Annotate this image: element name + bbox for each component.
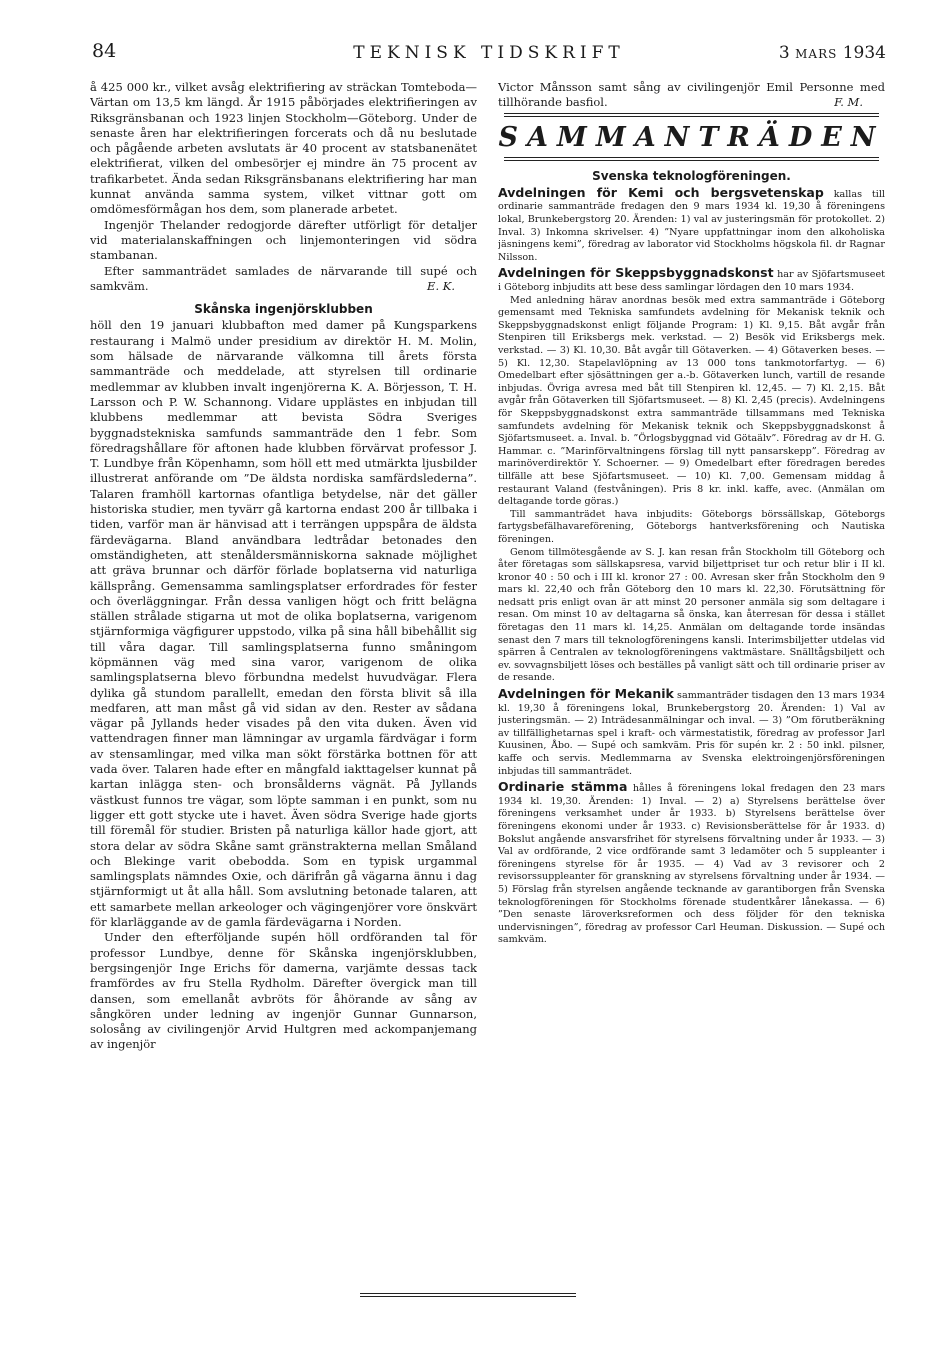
right-column [498, 80, 885, 1250]
running-header [92, 40, 886, 68]
signature: F. M. [834, 95, 863, 110]
paragraph: Med anledning härav anordnas besök med extra sammanträde i Göteborg gemensamt med Tekniska samfundets avdelning för Mekanisk teknik och Skeppsbyggnadskonst enligt följande Program: 1) Kl. 9,15. Båt avgår från Stenpiren till Eriksbergs mek. verkstad. — 2) Besök vid Eriksbergs mek. verkstad. — 3) Kl. 10,30. Båt avgår till Götaverken. — 4) Götaverken beses. — 5) Kl. 12,30. Stapelavlöpning av 13 000 tons tankmotorfartyg. — 6) Omedelbart efter sjösättningen ger a.-b. Götaverken lunch, vartill de resande inbjudas. Övriga avresa med båt till Stenpiren kl. 12,45. — 7) Kl. 2,15. Båt avgår från Götaverken till Sjöfartsmuseet. — 8) Kl. 2,45 (precis). Avdelningens för Skeppsbyggnadskonst extra sammanträde tillsammans med Tekniska samfundets avdelning för Mekanisk teknik och Skeppsbyggnadskonst å Sjöfartsmuseet. a. Inval. b. ”Örlogsbyggnad vid Götaälv”. Föredrag av dr H. G. Hammar. c. ”Marinförvaltningens förslag till nytt pansarskepp”. Föredrag av marinöverdirektör Y. Schoerner. — 9) Omedelbart efter föredragen beredes tillfälle att bese Sjöfartsmuseet. — 10) Kl. 7,00. Gemensam middag å restaurant Valand (festvåningen). Pris 8 kr. inkl. kaffe, avec. (Anmälan om deltagande torde göras.) [498, 294, 885, 508]
paragraph: Ingenjör Thelander redogjorde därefter utförligt för detaljer vid materialanskaffningen och linjemonteringen vid södra stambanan. [90, 217, 477, 263]
paragraph: Under den efterföljande supén höll ordföranden tal för professor Lundbye, denne för Skånska ingenjörsklubben, bergsingenjör Inge Erichs för damerna, varjämte dessas tack framfördes av fru Stella Rydholm. Därefter övergick man till dansen, som emellanåt avbröts för åhörande av sång av sångkören under ledning av ingenjör Gunnar Gunnarson, solosång av civilingenjör Arvid Hultgren med ackompanjemang av ingenjör [90, 930, 477, 1052]
notice-mekanik: Avdelningen för Mekanik sammanträder tisdagen den 13 mars 1934 kl. 19,30 å föreningens lokal, Brunkebergstorg 20. Ärenden: 1) Val av justeringsmän. — 2) Inträdesanmälningar och inval. — 3) ”Om förutberäkning av tillfällighetarnas spel i kraft- och värmestatistik, föredrag av professor Jarl Kuusinen, Åbo. — Supé och samkväm. Pris för supén kr. 2 : 50 inkl. pilsner, kaffe och servis. Medlemmarna av Svenska elektroingenjörsföreningen inbjudas till sammanträdet. [498, 686, 885, 777]
issue-date: 3 MARS 1934 [778, 43, 886, 63]
notice-stamma: Ordinarie stämma hålles å föreningens lokal fredagen den 23 mars 1934 kl. 19,30. Ärenden: 1) Inval. — 2) a) Styrelsens berättelse över föreningens verksamhet under år 1933. b) Styrelsens berättelse över föreningens ekonomi under år 1933. c) Revisionsberättelse för år 1933. d) Bokslut angående ansvarsfrihet för styrelsens förvaltning under år 1933. — 3) Val av ordförande, 2 vice ordförande samt 3 ledamöter och 5 suppleanter i föreningens styrelse för år 1935. — 4) Vad av 3 revisorer och 2 revisorssuppleanter för granskning av styrelsens förvaltning under år 1934. — 5) Förslag från styrelsen angående tecknande av garantiborgen från Svenska teknologföreningen för Stockholms förenade studentkårer lånekassa. — 6) ”Den senaste läroverksreformen och dess följder för den tekniska undervisningen”, föredrag av professor Carl Heuman. Diskussion. — Supé och samkväm. [498, 779, 885, 946]
org-heading: Svenska teknologföreningen. [592, 168, 791, 183]
notice-skeppsbyggnad: Avdelningen för Skeppsbyggnadskonst har av Sjöfartsmuseet i Göteborg inbjudits att bese dess samlingar lördagen den 10 mars 1934. [498, 265, 885, 294]
paragraph: höll den 19 januari klubbafton med damer på Kungsparkens restaurang i Malmö under presidium av direktör H. M. Molin, som hälsade de närvarande välkomna till årets första sammanträde och meddelade, att styrelsen till ordinarie medlemmar av klubben invalt ingenjörerna K. A. Börjesson, T. H. Larsson och P. W. Schannong. Vidare upplästes en inbjudan till klubbens medlemmar att bevista Södra Sveriges byggnadstekniska samfunds sammanträde den 1 febr. Som föredragshållare för aftonen hade klubben förvärvat professor J. T. Lundbye från Köpenhamn, som höll ett med utmärkta ljusbilder illustrerat anförande om ”De äldsta nordiska samfärdslederna”. Talaren framhöll kartornas ofantliga betydelse, när det gäller historiska studier, men tyvärr gå kartorna endast 200 år tillbaka i tiden, varför man är hänvisad att i terrängen uppspåra de äldsta färdevägarna. Bland användbara ledtrådar betonades den omständigheten, att stenåldersmänniskorna saknade möjlighet att gräva brunnar och därför förlade boplatserna vid naturliga källsprång. Gemensamma samlingsplatser erfordrades för fester och överläggningar. Från dessa vanligen högt och fritt belägna ställen strålade stigarna ut mot de olika boplatserna, varigenom stjärnformiga vägfigurer uppstodo, vilka på sina håll bibehållit sig till våra dagar. Till samlingsplatserna funno småningom köpmännen väg med sina varor, varigenom de olika samlingsplatserna blevo förbundna medelst huvudvägar. Flera dylika gå stundom parallellt, emedan den första blivit så illa medfaren, att man måst gå vid sidan av den. Rester av sådana vägar på Jyllands heder visades på den vita duken. Även vid vattendragen finner man lämningar av urgamla färdvägar i form av stensamlingar, med vilka man sökt förstärka bottnen för att vada över. Talaren hade efter en mångfald iakttagelser kunnat på kartan inlägga sten- och bronsålderns vägnät. På Jyllands västkust funnos tre vägar, som löpte samman i en punkt, som nu ligger ett gott stycke ute i havet. Även södra Sverige hade gjorts till föremål för studier. Bristen på naturliga källor hade gjort, att stora delar av södra Skåne samt gränstrakterna mellan Småland och Blekinge varit obebodda. Som en typisk urgammal samlingsplats nämndes Oxie, och därifrån gå vägarna ännu i dag stjärnformigt ut åt alla håll. Som avslutning betonade talaren, att ett samarbete mellan arkeologer och vägingenjörer vore önskvärt för klarläggande av de gamla färdevägarna i Norden. [90, 318, 477, 930]
journal-title: TEKNISK TIDSKRIFT [353, 43, 625, 63]
left-column [90, 80, 477, 1340]
section-heading: Skånska ingenjörsklubben [194, 302, 373, 317]
footer-rule [360, 1293, 576, 1297]
signature: E. K. [427, 278, 455, 293]
notice-kemi: Avdelningen för Kemi och bergsvetenskap kallas till ordinarie sammanträde fredagen den 9 mars 1934 kl. 19,30 å föreningens lokal, Brunkebergstorg 20. Ärenden: 1) val av justeringsmän för protokollet. 2) Inval. 3) Inkomna skrivelser. 4) ”Nyare uppfattningar inom den alkoholiska jäsningens kemi”, föredrag av laborator vid Stockholms högskola fil. dr Ragnar Nilsson. [498, 184, 885, 263]
paragraph: Victor Månsson samt sång av civilingenjör Emil Personne med tillhörande basfiol. F. M. [498, 80, 885, 110]
paragraph: Till sammanträdet hava inbjudits: Göteborgs börssällskap, Göteborgs fartygsbefälhavareförening, Göteborgs hantverksförening och Nautiska föreningen. [498, 508, 885, 545]
page-number: 84 [92, 40, 117, 62]
paragraph: å 425 000 kr., vilket avsåg elektrifiering av sträckan Tomteboda—Värtan om 13,5 km längd. År 1915 påbörjades elektrifieringen av Riksgränsbanan och 1923 linjen Stockholm—Göteborg. Under de senaste åren har elektrifieringen forcerats och då nu beslutade och pågående arbeten avslutats är 40 procent av statsbanenätet elektrifierat, vilken del ombesörjer ej mindre än 75 procent av trafikarbetet. Ända sedan Riksgränsbanans elektrifiering har man kunnat använda samma system, vilket vittnar gott om omdömesförmågan hos dem, som planerade arbetet. [90, 80, 477, 217]
section-banner: SAMMANTRÄDEN [498, 121, 885, 153]
banner-rule [504, 113, 879, 117]
paragraph: Efter sammanträdet samlades de närvarande till supé och samkväm. E. K. [90, 263, 477, 293]
paragraph: Genom tillmötesgående av S. J. kan resan från Stockholm till Göteborg och åter företagas som sällskapsresa, varvid biljettpriset tur och retur blir i II kl. kronor 40 : 50 och i III kl. kronor 27 : 00. Avresan sker från Stockholm den 9 mars kl. 22,40 och från Göteborg den 10 mars kl. 22,30. Förutsättning för nedsatt pris enligt ovan är att minst 20 personer anmäla sig som deltagare i resan. Om minst 10 av deltagarna så önska, kan återresan för dessa i stället företagas den 11 mars kl. 14,25. Anmälan om deltagande torde insändas senast den 7 mars till teknologföreningens kansli. Interimsbiljetter utdelas vid spärren å Centralen av teknologföreningens vaktmästare. Snälltågsbiljett och ev. sovvagnsbiljett löses och beställes på vanligt sätt och till ordinarie priser av de resande. [498, 546, 885, 684]
banner-rule [504, 157, 879, 161]
